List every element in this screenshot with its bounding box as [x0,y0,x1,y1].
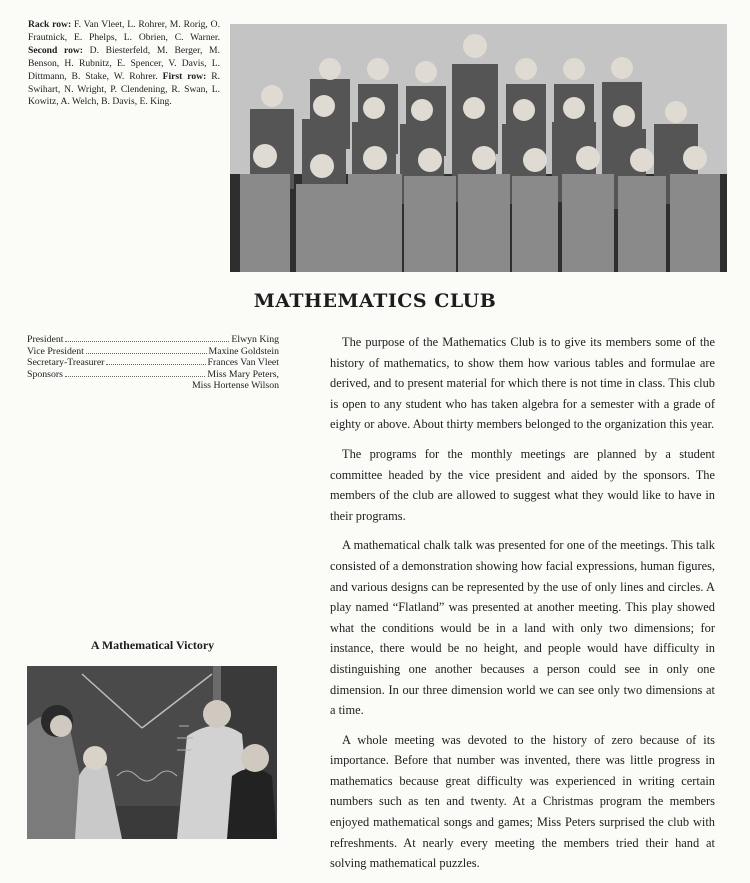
officer-name: Maxine Goldstein [208,345,279,357]
officer-president [27,334,279,346]
officer-name: Elwyn King [231,334,279,345]
first-row-label: First row: [162,70,207,82]
photo-caption: A Mathematical Victory [90,638,215,652]
officer-sponsor-second: Miss Hortense Wilson [191,380,279,392]
article-body [330,332,715,883]
leader-dots [65,376,205,377]
first-row-names: R. Swihart, N. Wright, P. Clendening, R. Swan, L. Kowitz, A. Welch, B. Davis, E. King. [28,70,220,108]
back-row-label: Rack row: [28,19,72,30]
second-row-label: Second row: [28,44,83,56]
classroom-photo-illustration [27,666,277,839]
paragraph: A whole meeting was devoted to the history of zero because of its importance. Before that number was invented, there was little progress in mathematics because great difficulty was experienced in writing certain numbers such as ten and twenty. At a Christmas program the members enjoyed mathematical songs and games; Miss Peters surprised the club with refreshments. At nearly every meeting the members tried their hand at solving mathematical puzzles. [330,732,715,871]
officer-label: Secretary-Treasurer [27,357,105,369]
paragraph: The purpose of the Mathematics Club is to give its members some of the history of mathematics, to show them how various tables and formulae are derived, and to present material for which there is not time in class. This club is open to any student who has taken algebra for a semester with a grade of eighty or above. About thirty members belonged to the organization this year. [330,335,715,432]
officer-sponsors [27,369,279,381]
officer-name: Frances Van Vleet [207,357,279,369]
paragraph: The programs for the monthly meetings are planned by a student committee headed by the vice president and aided by the sponsors. The members of the club are allowed to suggest what they would like to have in their programs. [330,446,715,523]
leader-dots [86,353,207,354]
paragraph: A mathematical chalk talk was presented for one of the meetings. This talk consisted of a demonstration showing how facial expressions, human figures, and various designs can be represented by the use of only lines and circles. A play named “Flatland” was presented at another meeting. This play showed what the conditions would be in a land with only two dimensions; for instance, there would be no height, and people would have difficulty in distinguishing one another becauses a person could see in only one dimension. In our three dimension world we can see only two dimensions at a time. [330,538,715,718]
officers-list [27,334,279,392]
officer-label: President [27,334,64,345]
officer-name: Miss Mary Peters, [207,368,279,380]
second-row-names: D. Biesterfeld, M. Berger, M. Benson, H. Rubnitz, E. Spencer, V. Davis, L. Dittmann, B. Stake, W. Rohrer. [28,44,220,82]
officer-vice-president [27,346,279,358]
officer-secretary [27,357,279,369]
group-photo-caption [28,19,220,109]
page-title: MATHEMATICS CLUB [253,290,497,312]
leader-dots [65,341,229,342]
group-photo [230,24,727,272]
leader-dots [106,364,205,365]
officer-label: Sponsors [27,368,63,380]
group-photo-illustration [230,24,727,272]
officer-label: Vice President [27,345,84,357]
back-row-names: F. Van Vleet, L. Rohrer, M. Rorig, O. Frautnick, E. Phelps, L. Obrien, C. Warner. [28,19,220,43]
classroom-photo [27,666,277,839]
